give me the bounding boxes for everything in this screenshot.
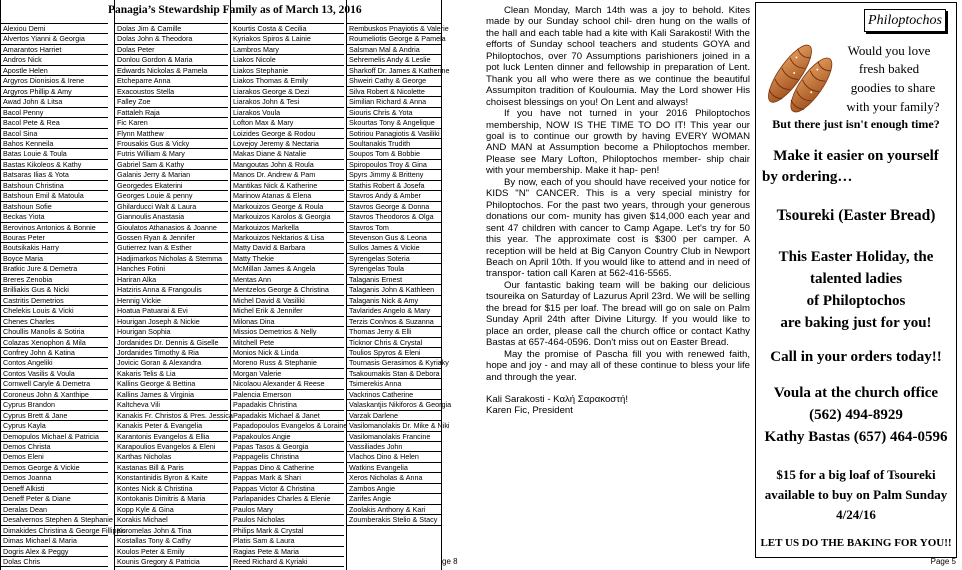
table-cell: Stavros Andy & Amber [347, 190, 441, 201]
table-cell: Kontes Nick & Christina [115, 483, 228, 494]
table-cell: Xeros Nicholas & Anna [347, 472, 441, 483]
table-cell: Pappas Victor & Christina [231, 483, 344, 494]
table-cell: Argyros Dionisios & Irene [1, 75, 108, 86]
table-cell: Liakos Thomas & Emily [231, 75, 344, 86]
table-cell: Exacoustos Stella [115, 86, 228, 97]
article-paragraph-4: Our fantastic baking team will be baking our delicious tsoureika on Saturday of Lazurus April 23rd. We will be selling the bread for $15 per loaf. The bread will go on sale on Palm Sunday April 24th after Divine Liturgy. If you would like to place an order, please call the church office or contact Kathy Bastas at 657-464-0596. Don't miss out on Easter Bread. [486, 279, 751, 349]
flyer-header: Philoptochos [864, 9, 946, 32]
table-cell: Dolas Chris [1, 556, 108, 567]
table-cell: Tsimerekis Anna [347, 378, 441, 389]
flyer-line-14: Voula at the church office [773, 385, 939, 401]
table-cell: Matty David & Barbara [231, 242, 344, 253]
table-cell: Dogris Alex & Peggy [1, 546, 108, 557]
table-cell: Papakoulos Angie [231, 431, 344, 442]
table-cell: Flynn Matthew [115, 128, 228, 139]
table-cell: Hadjimarkos Nicholas & Stemma [115, 253, 228, 264]
table-cell: Salsman Mal & Andria [347, 44, 441, 55]
flyer-line-11: of Philoptochos [806, 293, 906, 309]
table-cell: Batshoun Emil & Matoula [1, 190, 108, 201]
table-cell: Demopulos Michael & Patricia [1, 431, 108, 442]
table-cell: Zoolakis Anthony & Kari [347, 504, 441, 515]
table-cell: Gossen Ryan & Jennifer [115, 232, 228, 243]
table-cell: Coroneus John & Xanthipe [1, 389, 108, 400]
table-cell: Bahos Kenneila [1, 138, 108, 149]
table-cell: Missios Demetrios & Nelly [231, 326, 344, 337]
table-cell: Stathis Robert & Josefa [347, 180, 441, 191]
table-cell: Koulos Peter & Emily [115, 546, 228, 557]
table-cell: Galanis Jerry & Marian [115, 169, 228, 180]
table-cell: Lofton Max & Mary [231, 117, 344, 128]
table-cell: Choullis Manolis & Sotiria [1, 326, 108, 337]
flyer-line-20: LET US DO THE BAKING FOR YOU!! [760, 537, 952, 549]
table-cell: Contos Vasilis & Voula [1, 368, 108, 379]
table-cell: Hanches Fotini [115, 263, 228, 274]
table-cell: Apostle Helen [1, 65, 108, 76]
table-cell: Zarifes Angie [347, 493, 441, 504]
table-cell: Batshoun Sofie [1, 201, 108, 212]
flyer-line-6: Make it easier on yourself [773, 148, 939, 164]
table-cell: Hourigan Sophia [115, 326, 228, 337]
table-cell: Lambros Mary [231, 44, 344, 55]
table-cell: Colazas Xenophon & Mila [1, 337, 108, 348]
table-cell: Bratkic Jure & Demetra [1, 263, 108, 274]
table-cell: Deneff Alkisti [1, 483, 108, 494]
table-cell: Vasilomanolakis Francine [347, 431, 441, 442]
table-cell: Lovejoy Jeremy & Nectaria [231, 138, 344, 149]
table-cell: Ghilarducci Walt & Laura [115, 201, 228, 212]
table-cell: Tsakoumakis Stan & Debora [349, 368, 440, 378]
table-cell: Michel David & Vasiliki [231, 295, 344, 306]
table-cell: Morgan Valerie [231, 368, 344, 379]
flyer-line-13: Call in your orders today!! [770, 349, 942, 365]
table-cell: Boyce Maria [1, 253, 108, 264]
table-cell: Reed Richard & Kyriaki [231, 556, 344, 567]
table-cell: Koromelas John & Tina [115, 525, 228, 536]
table-cell: Kontokanis Dimitris & Maria [115, 493, 228, 504]
table-cell: Cyprus Brandon [1, 399, 108, 410]
table-cell: Andros Nick [1, 54, 108, 65]
table-cell: Roumeliotis George & Pamela [349, 34, 446, 44]
flyer-line-16: Kathy Bastas (657) 464-0596 [764, 429, 948, 445]
table-cell: Karthas Nicholas [115, 451, 228, 462]
table-cell: Frousakis Gus & Vicky [115, 138, 228, 149]
table-cell: Tournasis Gerasimos & Kyriaky [349, 358, 449, 368]
flyer-line-3: goodies to share [850, 80, 936, 95]
table-cell: Kallins James & Virginia [115, 389, 228, 400]
table-cell: Fattaleh Raja [115, 107, 228, 118]
table-cell: Paulos Nicholas [231, 514, 344, 525]
flyer-line-4: with your family? [846, 99, 940, 114]
president-article [486, 5, 750, 557]
table-cell: Cyprus Kayla [1, 420, 108, 431]
table-cell: Breres Zenobia [1, 274, 108, 285]
table-cell: Liakos Stephanie [231, 65, 344, 76]
table-cell: Hennig Vickie [115, 295, 228, 306]
table-cell: Monios Nick & Linda [231, 347, 344, 358]
table-cell: Zoumberakis Stelio & Stacy [347, 514, 441, 525]
table-cell: Mentzelos George & Christina [231, 284, 344, 295]
table-column-1 [0, 0, 126, 570]
table-cell: Demos Christa [1, 441, 108, 452]
table-cell: Kakaris Telis & Lia [115, 368, 228, 379]
table-cell: Dolas Jim & Camille [115, 23, 228, 34]
table-cell: Pappagelis Christina [231, 451, 344, 462]
table-cell: Kastanas Bill & Paris [115, 462, 228, 473]
table-cell: Michel Erik & Jennifer [231, 305, 344, 316]
table-cell: Kanakis Peter & Evangelia [115, 420, 228, 431]
table-cell: Rembuskos Pnayiotis & Valerie [349, 24, 449, 33]
table-cell: Stavros Tom [347, 222, 441, 233]
table-cell: Marinow Atanas & Elena [231, 190, 344, 201]
right-page-number: Page 5 [930, 557, 956, 566]
table-cell: Moreno Russ & Stephanie [231, 357, 344, 368]
flyer-line-2: fresh baked [858, 61, 920, 76]
table-cell: Demos Joanna [1, 472, 108, 483]
table-cell: Kopp Kyle & Gina [115, 504, 228, 515]
article-paragraph-1: Clean Monday, March 14th was a joy to behold. Kites made by our Sunday school chil- dren hung on the walls of the hall and each table had a kite with Kali Sarakosti! With the efforts of Sunday school teachers and students GOYA and Philoptochos, over 70 Assumptions parishioners joined in a pot luck Lenten dinner and fellowship in preparation of Lent. Thank you all who were there as we continue the beautiful Assumpiton tradition of Kouloumia. May the Lord shower His choisest blessings on you! On Lent and always! [486, 5, 751, 108]
table-cell: Jordanides Timothy & Ria [115, 347, 228, 358]
table-cell: Gabriel Sam & Kathy [115, 159, 228, 170]
table-cell: Demos Eleni [1, 451, 108, 462]
table-cell: Paulos Mary [231, 504, 344, 515]
table-cell: Manos Dr. Andrew & Pam [231, 169, 344, 180]
table-cell: Cyprus Brett & Jane [1, 410, 108, 421]
table-cell: Papadakis Christina [231, 399, 344, 410]
table-cell: Bacol Sina [1, 128, 108, 139]
flyer-line-7: by ordering… [762, 169, 853, 185]
table-cell: Platis Sam & Laura [231, 535, 344, 546]
flyer-line-9: This Easter Holiday, the [778, 249, 934, 265]
table-cell: Deneff Peter & Diane [1, 493, 108, 504]
table-cell: Kostallas Tony & Cathy [115, 535, 228, 546]
table-cell: Loizides George & Rodou [231, 128, 344, 139]
table-cell: Kourtis Costa & Cecilia [231, 23, 344, 34]
table-cell: Kallins George & Bettina [115, 378, 228, 389]
table-cell: Berovinos Antonios & Bonnie [1, 222, 108, 233]
table-cell: Tavlarides Angelo & Mary [347, 305, 441, 316]
table-cell: Vassiliades John [347, 441, 441, 452]
table-cell: Papas Tasos & Georgia [231, 441, 344, 452]
table-cell: Valaskantjis Nikiforos & Georgia [349, 400, 452, 410]
table-column-3 [230, 0, 348, 570]
table-cell: Talaganis John & Kathleen [347, 284, 441, 295]
table-cell: Beckas Yiota [1, 211, 108, 222]
table-cell: Siouris Chris & Yota [347, 107, 441, 118]
table-cell: Liarakos John & Tesi [231, 96, 344, 107]
table-cell: Kounis Gregory & Patricia [115, 556, 228, 567]
table-cell: Syrengelas Soteria [347, 253, 441, 264]
table-cell: Chenes Charles [1, 316, 108, 327]
table-cell: Mantikas Nick & Katherine [231, 180, 344, 191]
table-cell: Bouras Peter [1, 232, 108, 243]
table-cell: Philips Mark & Crystal [231, 525, 344, 536]
flyer-line-1: Would you love [847, 43, 931, 58]
table-cell: Futris William & Mary [115, 148, 228, 159]
table-cell: Ragias Pete & Maria [231, 546, 344, 557]
flyer-line-5: But there just isn't enough time? [772, 117, 940, 131]
table-cell: Syrengelas Toula [347, 263, 441, 274]
table-column-2 [114, 0, 233, 570]
table-cell: Spyrs Jimmy & Britteny [347, 169, 441, 180]
table-cell: Papadakis Michael & Janet [231, 410, 344, 421]
table-cell: Konstantinidis Byron & Kaite [115, 472, 228, 483]
flyer-line-15: (562) 494-8929 [809, 407, 903, 423]
table-cell: Hourigan Joseph & Nickie [115, 316, 228, 327]
table-cell: Bastas Kikoleos & Kathy [1, 159, 108, 170]
table-cell: Vackrinos Catherine [347, 389, 441, 400]
table-cell: Liarakos Voula [231, 107, 344, 118]
table-cell: Georges Louie & penny [115, 190, 228, 201]
table-cell: Similian Richard & Anna [347, 96, 441, 107]
table-cell: McMillan James & Angela [231, 263, 344, 274]
table-cell: Sehremelis Andy & Leslie [347, 54, 441, 65]
article-paragraph-3: By now, each of you should have received your notice for KIDS "N" CANCER. This is a very special ministry for Philoptochos. For the past two years, through your generous donations our com- munity has given $14,000 each year and sent 47 children with cancer to Camp Agape. Let's try for 50 this year. The approximate cost is $300 per camper. A reception will be held at Big Canyon Country Club in Newport Beach on April 10th. If you would like to attend and in need of transpor- tation call Karen at 562-416-5565. [486, 176, 751, 280]
table-cell: Argyros Phillip & Amy [1, 86, 108, 97]
table-cell: Liakos Nicole [231, 54, 344, 65]
table-cell: Mitchell Pete [231, 337, 344, 348]
table-cell: Batsaras Ilias & Yota [1, 169, 108, 180]
table-cell: Vlachos Dino & Helen [347, 451, 441, 462]
table-cell: Batas Louie & Toula [1, 148, 108, 159]
table-cell: Pappas Dino & Catherine [231, 462, 344, 473]
table-cell: Bacol Penny [1, 107, 108, 118]
table-cell: Sullos James & Vickie [347, 242, 441, 253]
table-cell: Markouizos Karolos & Georgia [231, 211, 344, 222]
table-cell: Georgedes Ekaterini [115, 180, 228, 191]
table-cell: Skourtas Tony & Angelique [347, 117, 441, 128]
tsoureki-flyer [755, 2, 957, 558]
table-cell: Dimas Michael & Maria [1, 535, 108, 546]
table-cell: Edwards Nickolas & Pamela [115, 65, 228, 76]
article-signoff: Kali Sarakosti - Καλή Σαρακοστή! [486, 393, 629, 405]
table-cell: Markouizos George & Roula [231, 201, 344, 212]
table-cell: Gutierrez Ivan & Esther [115, 242, 228, 253]
table-cell: Hariran Alka [115, 274, 228, 285]
table-cell: Awad John & Litsa [1, 96, 108, 107]
table-cell: Palencia Emerson [231, 389, 344, 400]
table-cell: Castritis Demetrios [1, 295, 108, 306]
table-cell: Donlou Gordon & Maria [115, 54, 228, 65]
table-cell: Falley Zoe [115, 96, 228, 107]
table-cell: Giannoulis Anastasia [115, 211, 228, 222]
table-cell: Stavros George & Donna [347, 201, 441, 212]
table-cell: Jovicic Goran & Alexandra [115, 357, 228, 368]
table-cell: Silva Robert & Nicolette [347, 86, 441, 97]
table-cell: Parlapanides Charles & Elenie [231, 493, 344, 504]
table-cell: Gioulatos Athanasios & Joanne [115, 222, 228, 233]
flyer-line-8: Tsoureki (Easter Bread) [776, 207, 936, 224]
table-cell: Mentas Ann [231, 274, 344, 285]
table-cell: Demos George & Vickie [1, 462, 108, 473]
table-cell: Vasilomanolakis Dr. Mike & Niki [349, 421, 450, 431]
article-paragraph-5: May the promise of Pascha fill you with renewed faith, hope and joy - and may all of these continue to bless your life and through the year. [486, 348, 751, 383]
table-cell: Amarantos Harriet [1, 44, 108, 55]
table-cell: Boutsikakis Harry [1, 242, 108, 253]
table-cell: Pappas Mark & Shari [231, 472, 344, 483]
table-cell: Batshoun Christina [1, 180, 108, 191]
flyer-line-10: talented ladies [809, 271, 903, 287]
table-cell: Soupos Tom & Bobbie [347, 148, 441, 159]
table-cell: Markouizos Nektarios & Lisa [231, 232, 344, 243]
table-cell: Stavros Theodoros & Olga [347, 211, 441, 222]
table-cell: Hoatua Patuarai & Evi [115, 305, 228, 316]
table-cell: Ticknor Chris & Crystal [347, 337, 441, 348]
table-cell: Watkins Evangelia [347, 462, 441, 473]
flyer-line-12: are baking just for you! [780, 315, 932, 331]
table-cell: Markouizos Markella [231, 222, 344, 233]
table-cell: Spiropoulos Troy & Gina [347, 159, 441, 170]
table-cell: Desalvernos Stephen & Stephanie [3, 515, 113, 525]
table-cell: Etcheparre Anna [115, 75, 228, 86]
left-page-number: ge 8 [442, 557, 458, 566]
table-cell: Mangoutas John & Roula [231, 159, 344, 170]
table-cell: Makas Diane & Natalie [231, 148, 344, 159]
table-cell: Sotiriou Panagiotis & Vasiliki [349, 128, 440, 138]
table-cell: Fic Karen [115, 117, 228, 128]
table-cell: Nicolaou Alexander & Reese [231, 378, 344, 389]
table-title: Panagia’s Stewardship Family as of March 13, 2016 [108, 4, 362, 16]
table-cell: Dolas Peter [115, 44, 228, 55]
table-cell: Alvertos Yianni & Georgia [1, 33, 108, 44]
article-signature: Karen Fic, President [486, 405, 573, 417]
table-cell: Contos Angeliki [1, 357, 108, 368]
flyer-line-17: $15 for a big loaf of Tsoureki [776, 467, 936, 482]
article-paragraph-2: If you have not turned in your 2016 Philoptochos membership, NOW IS THE TIME TO DO IT! This year our goal is to continue our growth by having EVERY WOMAN AND MAN at Assumption become a Philoptochos member. Please see Mary Lofton, Philoptochos member- ship chair with your membership. Make it hap- pen! [486, 108, 750, 177]
table-cell: Jordanides Dr. Dennis & Giselle [115, 337, 228, 348]
table-cell: Milonas Dina [231, 316, 344, 327]
table-cell: Soultanakis Trudith [347, 138, 441, 149]
table-cell: Talaganis Ernest [347, 274, 441, 285]
table-cell: Kyriakos Spiros & Lainie [231, 33, 344, 44]
table-cell: Brilliakis Gus & Nicki [1, 284, 108, 295]
bread-loaves-icon [760, 37, 838, 123]
table-cell: Chelekis Louis & Vicki [1, 305, 108, 316]
table-cell: Thomas Jerry & Elli [347, 326, 441, 337]
table-cell: Shweiri Cathy & George [347, 75, 441, 86]
table-cell: Matty Thekie [231, 253, 344, 264]
flyer-line-19: 4/24/16 [836, 507, 876, 522]
table-cell: Sharkoff Dr. James & Katherine [349, 65, 450, 75]
table-cell: Dimakides Christina & George Fillippis [3, 525, 126, 535]
table-cell: Alexiou Demi [1, 23, 108, 34]
table-cell: Cornwell Caryle & Demetra [1, 378, 108, 389]
table-cell: Kaltcheva Vili [115, 399, 228, 410]
table-cell: Hatziris Anna & Frangoulis [115, 284, 228, 295]
table-cell: Kanakis Fr. Christos & Pres. Jessica [117, 410, 233, 420]
table-cell: Zambos Angie [347, 483, 441, 494]
table-cell: Toulios Spyros & Eleni [347, 347, 441, 358]
table-cell: Varzak Darlene [347, 410, 441, 421]
table-cell: Liarakos George & Dezi [231, 86, 344, 97]
table-cell: Bacol Pete & Rea [1, 117, 108, 128]
table-cell: Korakis Michael [115, 514, 228, 525]
table-cell: Confrey John & Katina [1, 347, 108, 358]
table-cell: Deralas Dean [1, 504, 108, 515]
table-cell: Papadopoulos Evangelos & Loraine [233, 421, 348, 431]
table-cell: Dolas John & Theodora [115, 33, 228, 44]
table-cell: Stevenson Gus & Leona [347, 232, 441, 243]
table-cell: Talaganis Nick & Amy [347, 295, 441, 306]
table-cell: Karantonis Evangelos & Ellia [115, 431, 228, 442]
table-cell: Karapoulios Evangelos & Eleni [115, 441, 228, 452]
table-cell: Terzis Con/nos & Suzanna [347, 316, 441, 327]
flyer-line-18: available to buy on Palm Sunday [764, 487, 948, 502]
